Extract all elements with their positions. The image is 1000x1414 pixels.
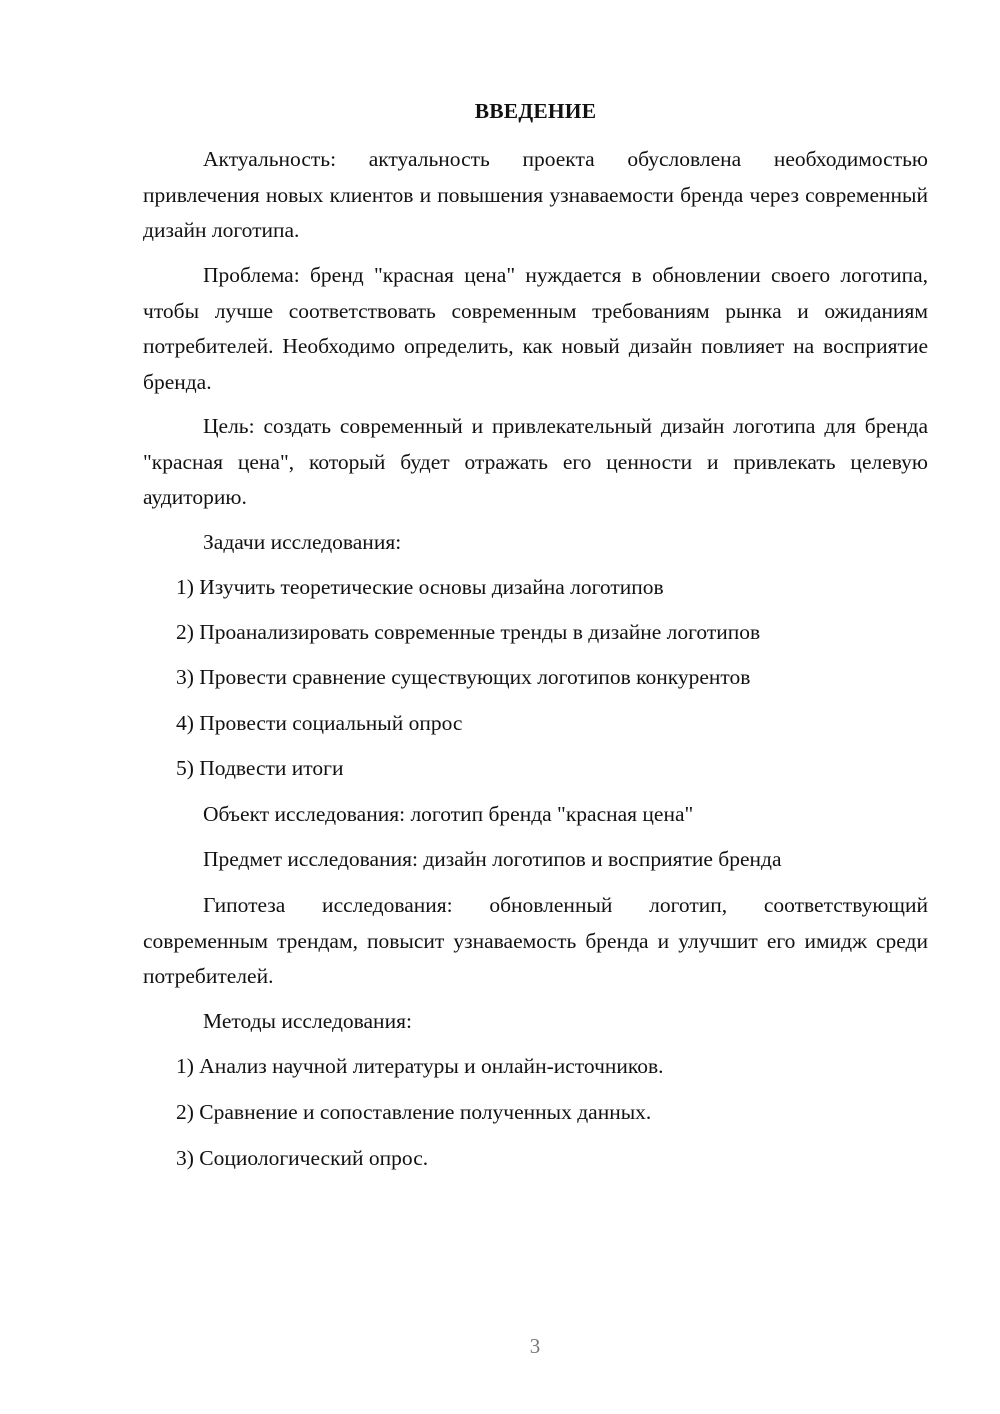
method-item: 1) Анализ научной литературы и онлайн-источников.	[176, 1054, 664, 1078]
section-title: ВВЕДЕНИЕ	[474, 99, 597, 123]
tasks-heading: Задачи исследования:	[203, 530, 402, 554]
research-object: Объект исследования: логотип бренда "красная цена"	[203, 802, 694, 826]
relevance-paragraph: Актуальность: актуальность проекта обусловлена необходимостью привлечения новых клиентов и повышения узнаваемости бренда через современный дизайн логотипа.	[143, 147, 928, 242]
task-item: 3) Провести сравнение существующих логотипов конкурентов	[176, 665, 751, 689]
task-item: 1) Изучить теоретические основы дизайна логотипов	[176, 575, 664, 599]
problem-paragraph: Проблема: бренд "красная цена" нуждается в обновлении своего логотипа, чтобы лучше соответствовать современным требованиям рынка и ожиданиям потребителей. Необходимо определить, как новый дизайн повлияет на восприятие бренда.	[143, 263, 928, 394]
goal-paragraph: Цель: создать современный и привлекательный дизайн логотипа для бренда "красная цена", который будет отражать его ценности и привлекать целевую аудиторию.	[143, 414, 928, 509]
method-item: 3) Социологический опрос.	[176, 1146, 429, 1170]
methods-heading: Методы исследования:	[203, 1009, 412, 1033]
task-item: 4) Провести социальный опрос	[176, 711, 463, 735]
hypothesis-paragraph: Гипотеза исследования: обновленный логотип, соответствующий современным трендам, повысит узнаваемость бренда и улучшит его имидж среди потребителей.	[143, 893, 928, 988]
method-item: 2) Сравнение и сопоставление полученных данных.	[176, 1100, 652, 1124]
task-item: 5) Подвести итоги	[176, 756, 344, 780]
research-subject: Предмет исследования: дизайн логотипов и восприятие бренда	[203, 847, 782, 871]
page-number: 3	[529, 1334, 541, 1358]
task-item: 2) Проанализировать современные тренды в дизайне логотипов	[176, 620, 761, 644]
